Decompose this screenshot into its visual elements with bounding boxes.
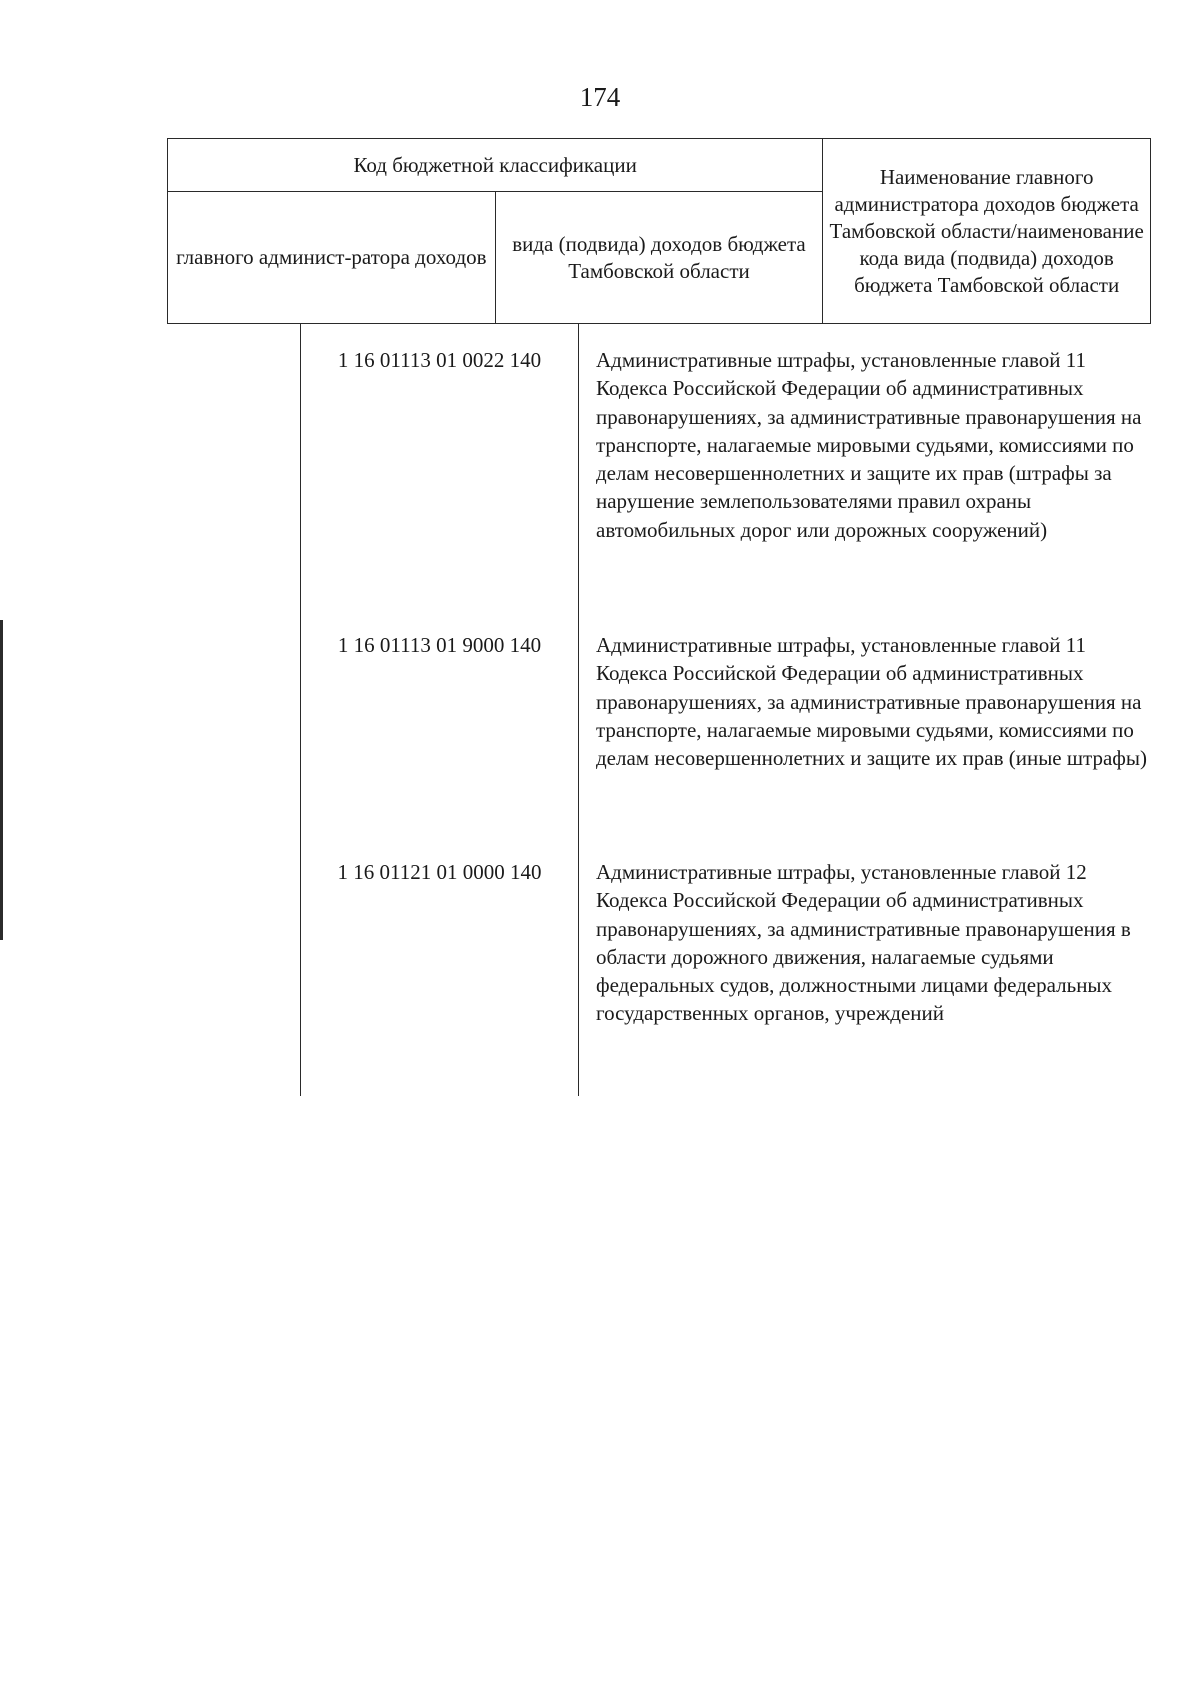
row-code: 1 16 01113 01 9000 140 [337,633,542,657]
header-admin-column: главного админист-ратора доходов [168,192,496,324]
row-name: Административные штрафы, установленные главой 11 Кодекса Российской Федерации об административных правонарушениях, за административные правонарушения на транспорте, налагаемые мировыми судьями, комиссиями по делам несовершеннолетних и защите их прав (иные штрафы) [596,633,1148,771]
row-name: Административные штрафы, установленные главой 11 Кодекса Российской Федерации об административных правонарушениях, за административные правонарушения на транспорте, налагаемые мировыми судьями, комиссиями по делам несовершеннолетних и защите их прав (штрафы за нарушение землепользователями правил охраны автомобильных дорог или дорожных сооружений) [596,348,1142,542]
page-number: 174 [579,82,621,112]
row-name: Административные штрафы, установленные главой 12 Кодекса Российской Федерации об административных правонарушениях, за административные правонарушения в области дорожного движения, налагаемые судьями федеральных судов, должностными лицами федеральных государственных органов, учреждений [596,860,1131,1026]
header-type-column: вида (подвида) доходов бюджета Тамбовской области [495,192,823,324]
row-code: 1 16 01113 01 0022 140 [337,348,542,372]
scan-edge-mark [0,620,3,940]
header-name-column: Наименование главного администратора доходов бюджета Тамбовской области/наименование кода вида (подвида) доходов бюджета Тамбовской области [823,139,1151,324]
table-header [167,138,1151,324]
body-divider-right [578,323,579,1096]
header-kbk-group: Код бюджетной классификации [168,139,823,192]
row-code: 1 16 01121 01 0000 140 [337,860,542,884]
body-divider-left [300,323,301,1096]
